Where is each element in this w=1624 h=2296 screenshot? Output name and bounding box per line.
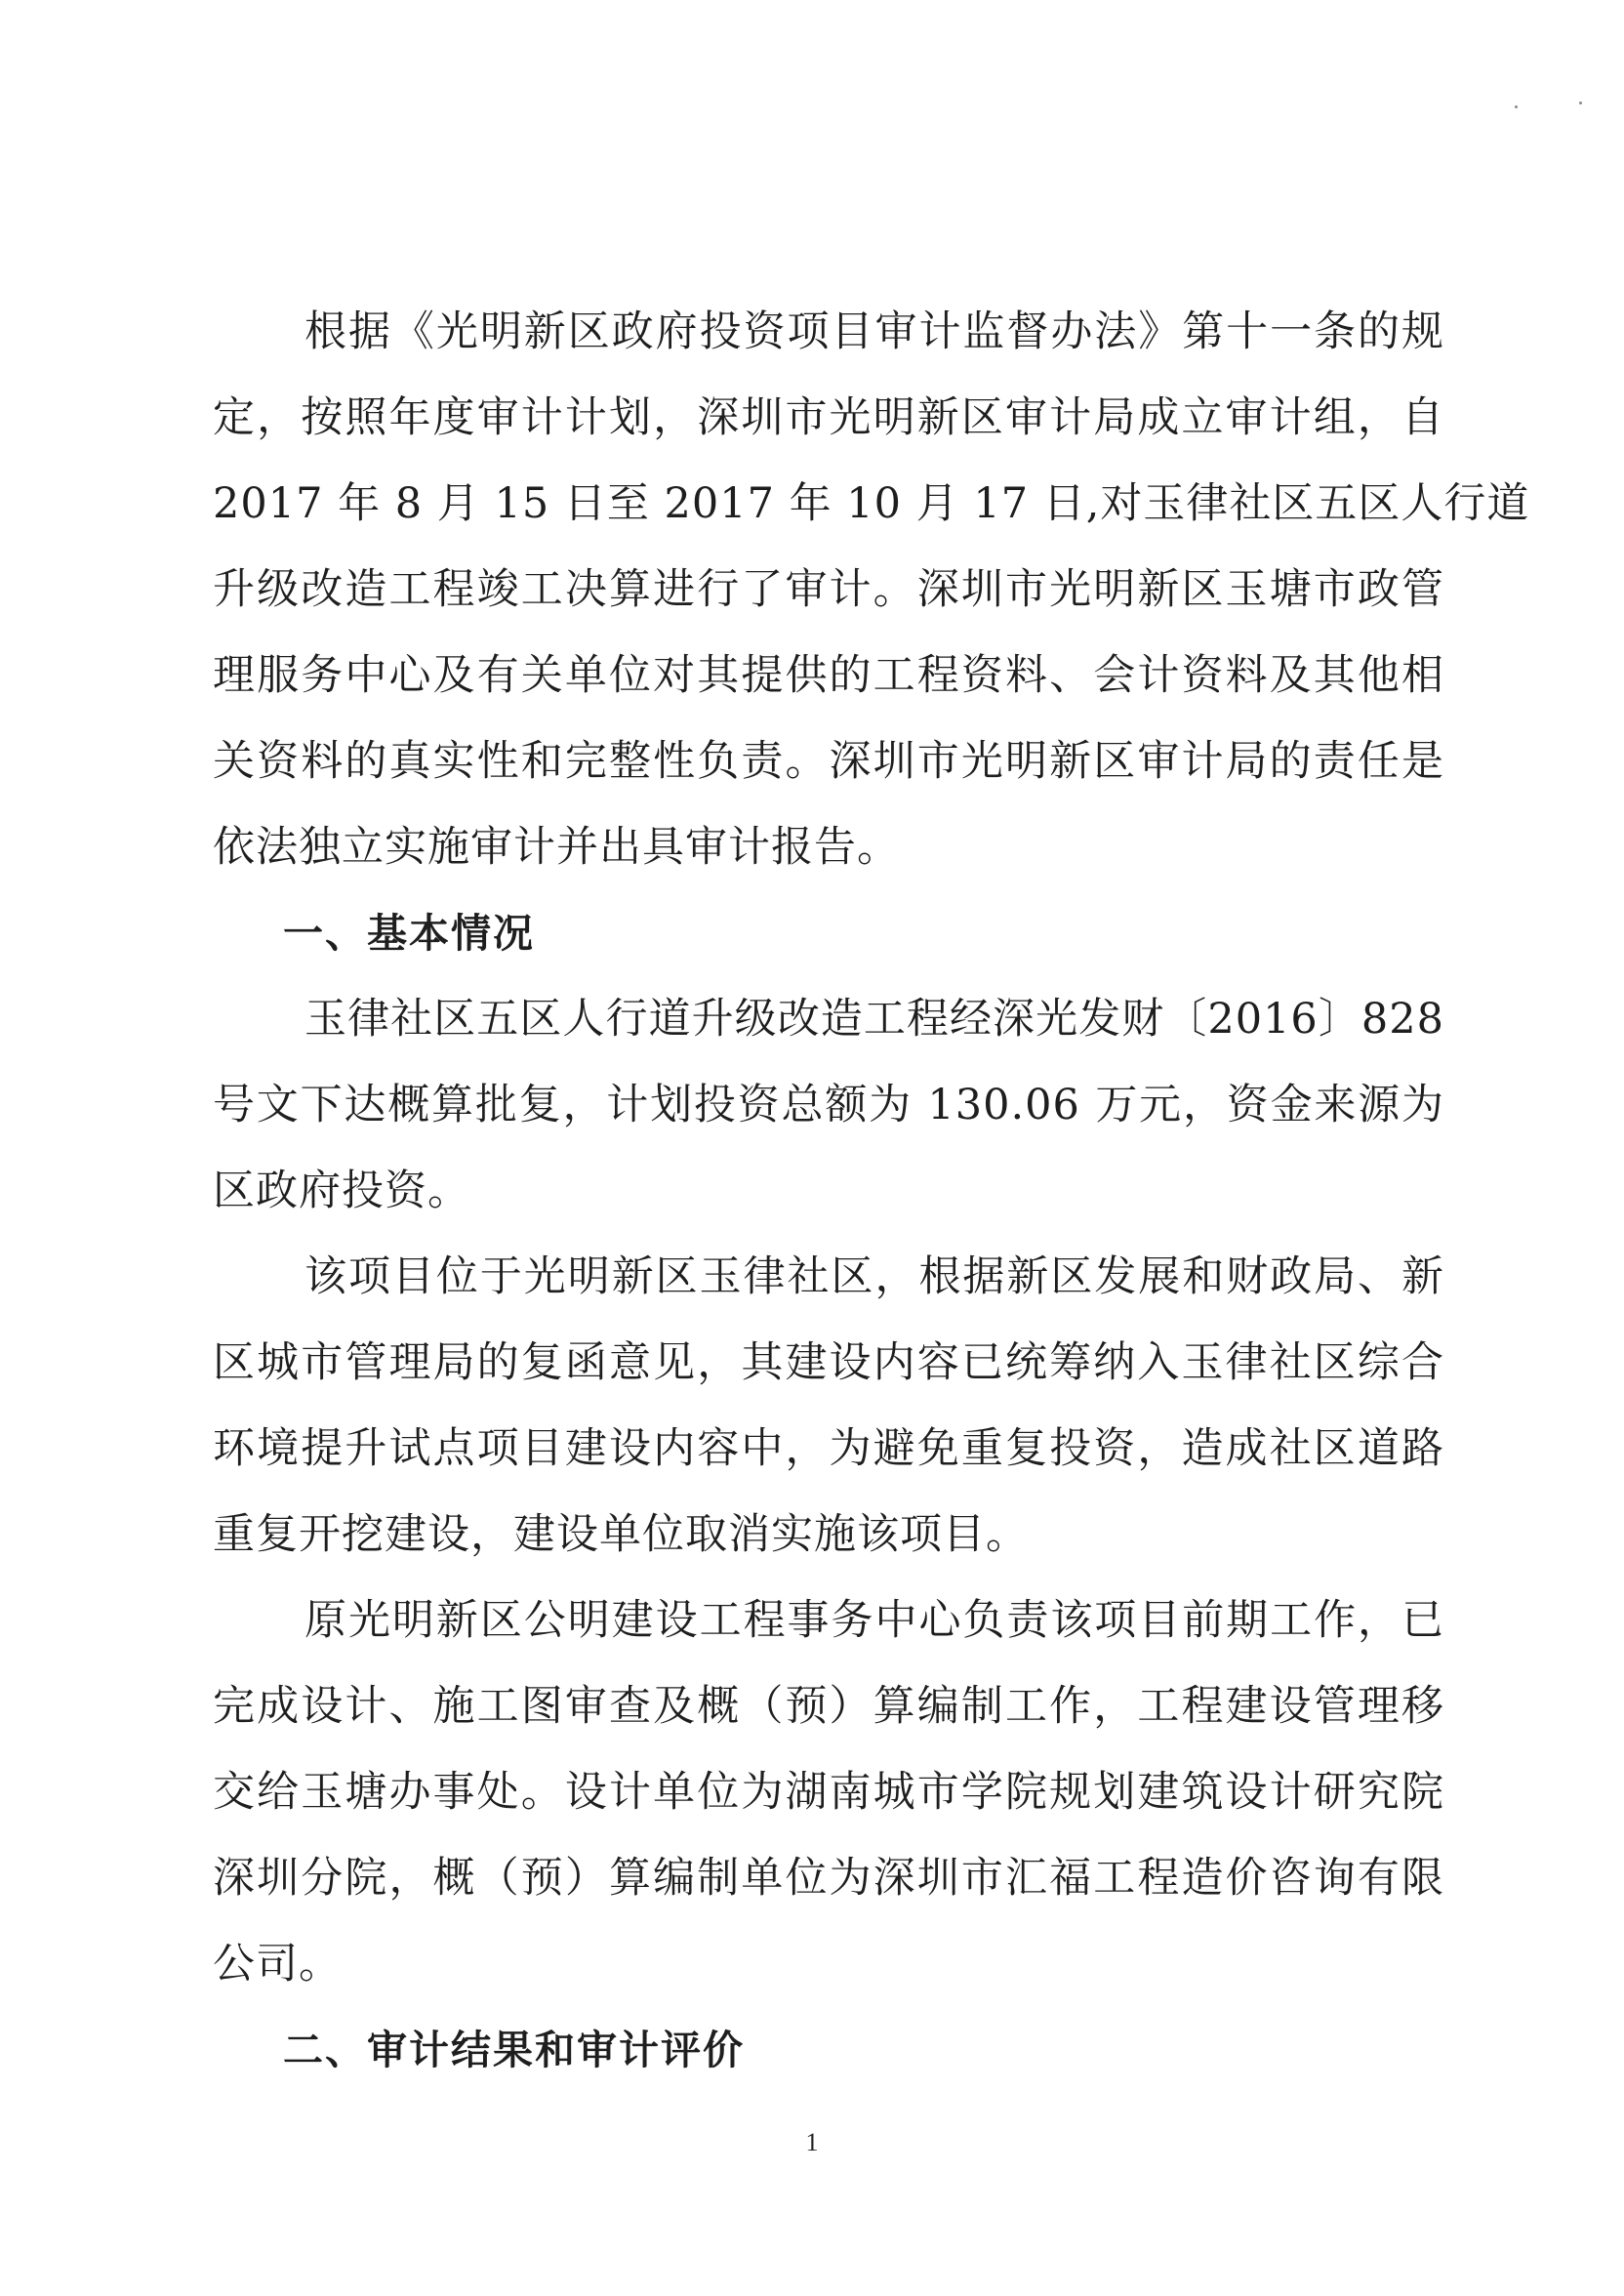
paragraph-4-line: 完成设计、施工图审查及概（预）算编制工作，工程建设管理移 [213,1682,1444,1731]
paragraph-2-line: 号文下达概算批复，计划投资总额为 130.06 万元，资金来源为 [213,1081,1444,1129]
scan-speck [1515,105,1518,108]
section-heading-basic-info: 一、基本情况 [283,910,535,957]
paragraph-1-line: 根据《光明新区政府投资项目审计监督办法》第十一条的规 [304,308,1444,356]
paragraph-1-line: 定，按照年度审计计划，深圳市光明新区审计局成立审计组，自 [213,393,1444,442]
paragraph-3-line: 环境提升试点项目建设内容中，为避免重复投资，造成社区道路 [213,1424,1444,1473]
page-number: 1 [805,2128,819,2156]
scan-speck [1579,102,1582,104]
paragraph-4-line: 公司。 [213,1940,342,1988]
section-heading-audit-results: 二、审计结果和审计评价 [283,2027,745,2073]
paragraph-1-line: 升级改造工程竣工决算进行了审计。深圳市光明新区玉塘市政管 [213,565,1444,614]
paragraph-4-line: 深圳分院，概（预）算编制单位为深圳市汇福工程造价咨询有限 [213,1854,1444,1903]
paragraph-2-line: 区政府投资。 [213,1167,470,1215]
paragraph-1-line: 关资料的真实性和完整性负责。深圳市光明新区审计局的责任是 [213,737,1444,786]
paragraph-3-line: 该项目位于光明新区玉律社区，根据新区发展和财政局、新 [304,1252,1444,1301]
paragraph-3-line: 重复开挖建设，建设单位取消实施该项目。 [213,1510,1029,1559]
paragraph-1-line: 2017 年 8 月 15 日至 2017 年 10 月 17 日,对玉律社区五区人行道 [213,479,1530,528]
paragraph-4-line: 交给玉塘办事处。设计单位为湖南城市学院规划建筑设计研究院 [213,1768,1444,1817]
paragraph-4-line: 原光明新区公明建设工程事务中心负责该项目前期工作，已 [304,1596,1444,1645]
paragraph-2-line: 玉律社区五区人行道升级改造工程经深光发财〔2016〕828 [304,995,1444,1044]
paragraph-1-line: 理服务中心及有关单位对其提供的工程资料、会计资料及其他相 [213,651,1444,700]
paragraph-1-line: 依法独立实施审计并出具审计报告。 [213,823,900,872]
paragraph-3-line: 区城市管理局的复函意见，其建设内容已统筹纳入玉律社区综合 [213,1338,1444,1387]
